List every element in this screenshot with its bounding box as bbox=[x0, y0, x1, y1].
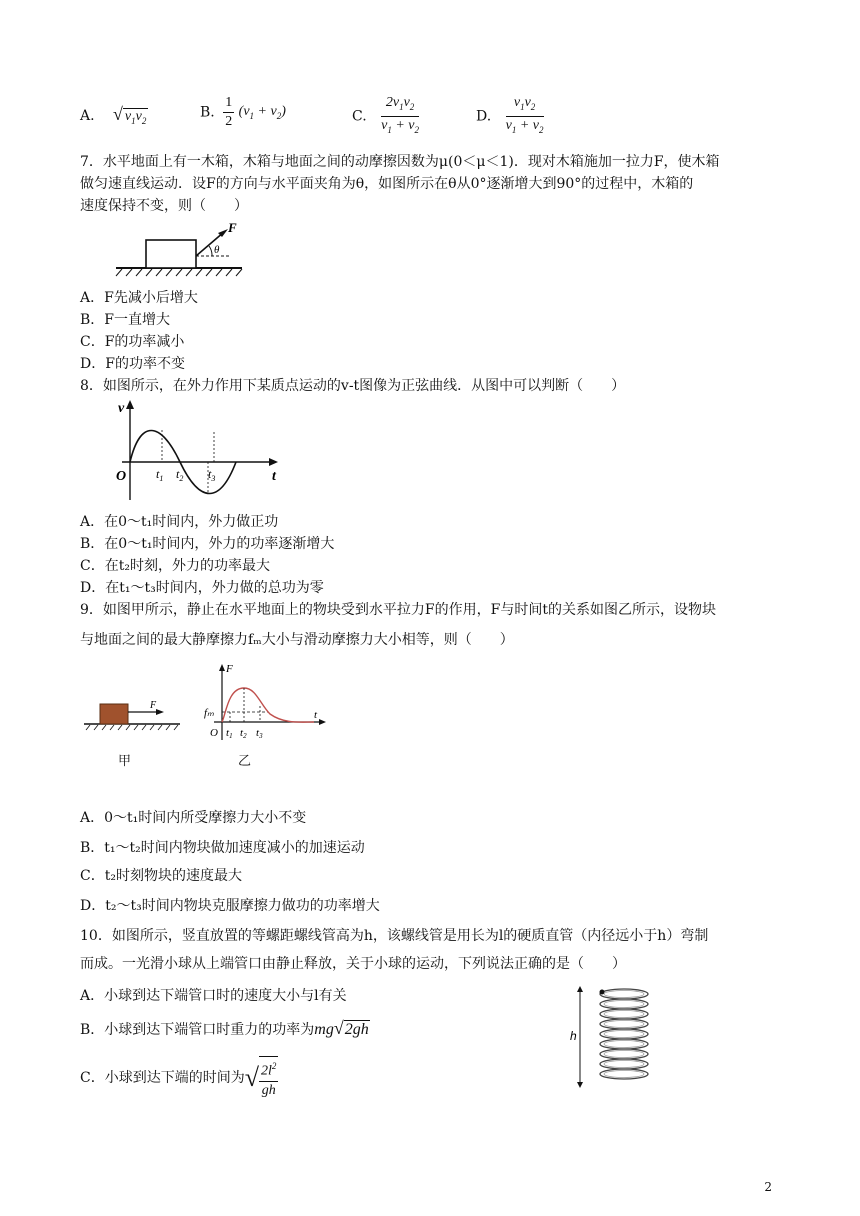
q8-fig-t3-label: $t_3$ bbox=[208, 467, 216, 483]
q10-stem-line2: 而成。一光滑小球从上端管口由静止释放，关于小球的运动，下列说法正确的是（ ） bbox=[80, 956, 626, 972]
q7-option-b: B．F一直增大 bbox=[80, 312, 171, 328]
q9-yi-f-label: F bbox=[226, 663, 233, 675]
q9-yi-t1-label: t1 bbox=[226, 727, 233, 740]
q8-option-c: C．在t₂时刻，外力的功率最大 bbox=[80, 558, 270, 574]
q8-fig-t1-label: $t_1$ bbox=[156, 467, 164, 483]
q6-option-c bbox=[352, 94, 419, 139]
q10-solenoid-figure bbox=[568, 984, 668, 1094]
q9-figure-yi bbox=[200, 662, 330, 744]
q10-option-b-text: B．小球到达下端管口时重力的功率为 bbox=[80, 1022, 315, 1038]
q10-option-a: A．小球到达下端管口时的速度大小与l有关 bbox=[80, 988, 347, 1004]
q9-option-b: B．t₁～t₂时间内物块做加速度减小的加速运动 bbox=[80, 840, 365, 856]
q9-option-c: C．t₂时刻物块的速度最大 bbox=[80, 868, 242, 884]
q9-fig-yi-caption: 乙 bbox=[238, 754, 252, 769]
q8-fig-o-label: O bbox=[116, 469, 127, 484]
q6-d-label: D. bbox=[476, 108, 492, 125]
q9-yi-t2-label: t2 bbox=[240, 727, 247, 740]
page-number: 2 bbox=[764, 1180, 772, 1194]
q6-option-b: B. $\frac{1}{2}$ $(v_1 + v_2)$ bbox=[200, 95, 286, 129]
q9-option-d: D．t₂～t₃时间内物块克服摩擦力做功的功率增大 bbox=[80, 898, 380, 914]
q7-fig-f-label: F bbox=[228, 220, 237, 235]
q6-a-label: A. bbox=[80, 108, 95, 124]
q10-stem-line1: 10．如图所示，竖直放置的等螺距螺线管高为h，该螺线管是用长为l的硬质直管（内径远小于h）弯制 bbox=[80, 928, 709, 944]
q8-option-b: B．在0～t₁时间内，外力的功率逐渐增大 bbox=[80, 536, 335, 552]
q8-fig-t-label: t bbox=[272, 469, 276, 484]
q9-yi-o-label: O bbox=[210, 727, 218, 739]
q9-option-a: A．0～t₁时间内所受摩擦力大小不变 bbox=[80, 810, 307, 826]
q10-option-b-formula: mg√2gh bbox=[314, 1018, 369, 1038]
q7-stem-line2: 做匀速直线运动．设F的方向与水平面夹角为θ，如图所示在θ从0°逐渐增大到90°的过程中，木箱的 bbox=[80, 176, 694, 192]
q9-yi-fm-label: fₘ bbox=[204, 707, 214, 719]
q7-stem-line3: 速度保持不变，则（ ） bbox=[80, 198, 248, 214]
q8-vt-graph bbox=[112, 400, 282, 504]
q10-option-c bbox=[80, 1056, 278, 1100]
q7-fig-theta-label: θ bbox=[214, 244, 220, 256]
q6-b-label: B. bbox=[200, 104, 215, 121]
q9-fig-jia-caption: 甲 bbox=[118, 754, 132, 769]
q8-fig-t2-label: $t_2$ bbox=[176, 467, 184, 483]
q6-option-d bbox=[476, 94, 544, 139]
q8-stem: 8．如图所示，在外力作用下某质点运动的v-t图像为正弦曲线．从图中可以判断（ ） bbox=[80, 378, 626, 394]
q7-option-a: A．F先减小后增大 bbox=[80, 290, 198, 306]
q9-figure-jia bbox=[84, 696, 184, 736]
q10-option-b bbox=[80, 1018, 370, 1040]
q9-yi-t-label: t bbox=[314, 709, 318, 721]
q7-stem-line1: 7．水平地面上有一木箱，木箱与地面之间的动摩擦因数为μ(0＜μ＜1)．现对木箱施加一拉力F，使木箱 bbox=[80, 154, 720, 170]
q9-yi-t3-label: t3 bbox=[256, 727, 263, 740]
q8-option-a: A．在0～t₁时间内，外力做正功 bbox=[80, 514, 279, 530]
q6-option-a bbox=[80, 104, 148, 126]
q10-option-c-formula: √ $\frac{2l^2}{gh}$ bbox=[245, 1056, 279, 1100]
q7-option-d: D．F的功率不变 bbox=[80, 356, 185, 372]
q10-option-c-text: C．小球到达下端的时间为 bbox=[80, 1070, 245, 1087]
q9-stem-line1: 9．如图甲所示，静止在水平地面上的物块受到水平拉力F的作用，F与时间t的关系如图乙所示，设物块 bbox=[80, 602, 716, 618]
q9-stem-line2: 与地面之间的最大静摩擦力fₘ大小与滑动摩擦力大小相等，则（ ） bbox=[80, 632, 514, 648]
q8-fig-v-label: v bbox=[118, 401, 125, 416]
q9-jia-f-label: F bbox=[150, 700, 157, 711]
q8-option-d: D．在t₁～t₃时间内，外力做的总功为零 bbox=[80, 580, 324, 596]
q6-c-label: C. bbox=[352, 108, 367, 125]
q6-d-formula: $\frac{v_1v_2}{v_1 + v_2}$ bbox=[505, 95, 544, 135]
q7-option-c: C．F的功率减小 bbox=[80, 334, 185, 350]
q10-fig-h-label: h bbox=[570, 1029, 577, 1043]
q7-figure bbox=[112, 222, 247, 278]
q6-c-formula: $\frac{2v_1v_2}{v_1 + v_2}$ bbox=[381, 95, 420, 135]
q6-b-formula: $\frac{1}{2}$ bbox=[225, 95, 233, 129]
q6-a-formula: √ $v_1v_2$ bbox=[113, 104, 147, 126]
